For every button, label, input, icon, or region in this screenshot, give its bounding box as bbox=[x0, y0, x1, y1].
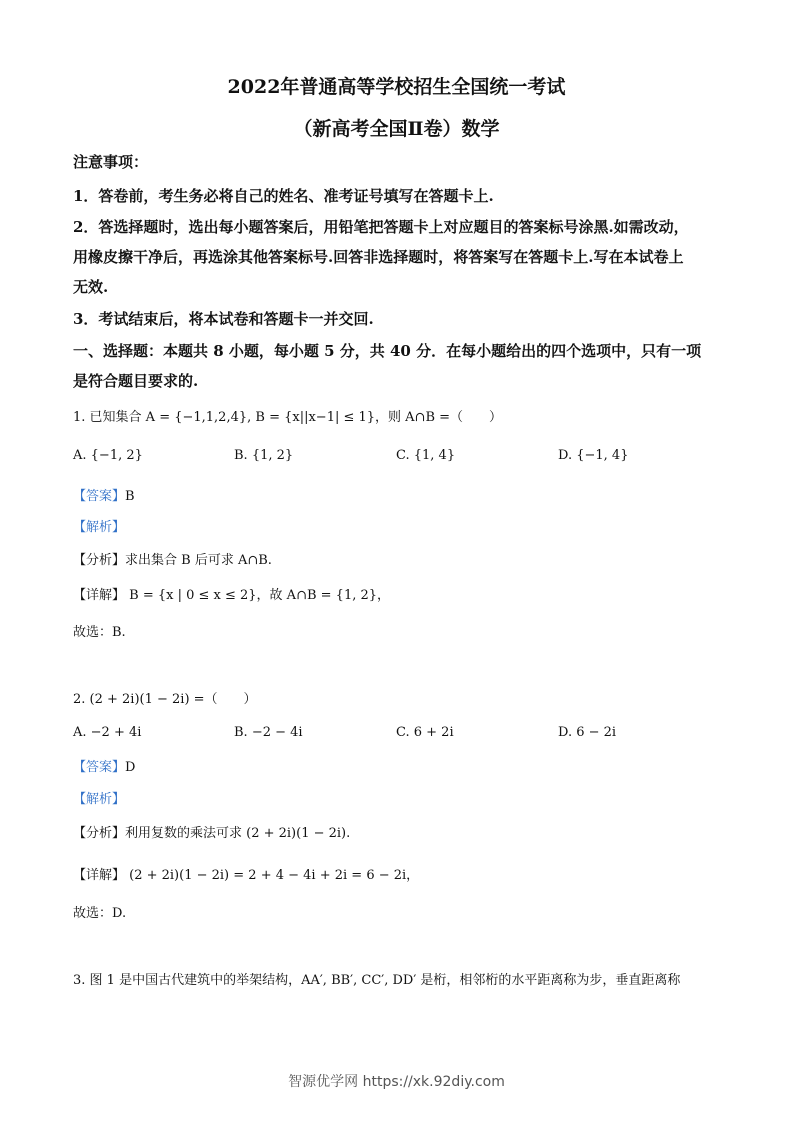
q1-detail: 【详解】 B = {x | 0 ≤ x ≤ 2}，故 A∩B = {1, 2}， bbox=[73, 588, 391, 603]
q2-stem: 2. (2 + 2i)(1 − 2i) =（ ） bbox=[73, 692, 257, 707]
q2-answer-value: D bbox=[125, 760, 136, 775]
q2-option-a: A. −2 + 4i bbox=[73, 725, 142, 740]
q1-answer-row bbox=[73, 485, 135, 504]
notice-item-2-line-1: 2．答选择题时，选出每小题答案后，用铅笔把答题卡上对应题目的答案标号涂黑.如需改动， bbox=[73, 218, 689, 236]
q1-stem: 1. 已知集合 A = {−1,1,2,4}, B = {x||x−1| ≤ 1}，则 A∩B =（ ） bbox=[73, 410, 503, 425]
q2-option-b: B. −2 − 4i bbox=[234, 725, 303, 740]
q1-answer-tag: 【答案】 bbox=[73, 489, 126, 504]
exam-subtitle: （新高考全国Ⅱ卷）数学 bbox=[293, 118, 500, 140]
q2-analysis-tag: 【解析】 bbox=[73, 792, 126, 807]
q2-answer-tag: 【答案】 bbox=[73, 760, 126, 775]
footer-watermark: 智源优学网 https://xk.92diy.com bbox=[288, 1074, 505, 1090]
exam-title: 2022年普通高等学校招生全国统一考试 bbox=[227, 76, 566, 98]
q2-fenxi: 【分析】利用复数的乘法可求 (2 + 2i)(1 − 2i). bbox=[73, 826, 351, 841]
notice-heading: 注意事项： bbox=[73, 153, 149, 171]
q1-option-d: D. {−1, 4} bbox=[558, 448, 629, 463]
section-heading-line-2: 是符合题目要求的. bbox=[73, 372, 199, 390]
q1-option-b: B. {1, 2} bbox=[234, 448, 294, 463]
q2-option-d: D. 6 − 2i bbox=[558, 725, 617, 740]
notice-item-1: 1．答卷前，考生务必将自己的姓名、准考证号填写在答题卡上. bbox=[73, 187, 494, 205]
q2-detail: 【详解】 (2 + 2i)(1 − 2i) = 2 + 4 − 4i + 2i = 6 − 2i， bbox=[73, 868, 420, 883]
q1-option-a: A. {−1, 2} bbox=[73, 448, 143, 463]
q1-fenxi: 【分析】求出集合 B 后可求 A∩B. bbox=[73, 553, 272, 568]
q2-answer-row bbox=[73, 756, 135, 775]
notice-item-3: 3．考试结束后，将本试卷和答题卡一并交回. bbox=[73, 310, 374, 328]
notice-item-2-line-3: 无效. bbox=[73, 278, 109, 296]
q1-answer-value: B bbox=[125, 489, 135, 504]
q2-choose: 故选：D. bbox=[73, 906, 127, 921]
q3-stem: 3. 图 1 是中国古代建筑中的举架结构，AA′, BB′, CC′, DD′ 是桁，相邻桁的水平距离称为步，垂直距离称 bbox=[73, 973, 681, 988]
q1-option-c: C. {1, 4} bbox=[396, 448, 456, 463]
q1-choose: 故选：B. bbox=[73, 625, 126, 640]
notice-item-2-line-2: 用橡皮擦干净后，再选涂其他答案标号.回答非选择题时，将答案写在答题卡上.写在本试卷上 bbox=[73, 248, 684, 266]
q2-option-c: C. 6 + 2i bbox=[396, 725, 454, 740]
section-heading-line-1: 一、选择题：本题共 8 小题，每小题 5 分，共 40 分．在每小题给出的四个选项中，只有一项 bbox=[73, 342, 702, 360]
q1-analysis-tag: 【解析】 bbox=[73, 520, 126, 535]
